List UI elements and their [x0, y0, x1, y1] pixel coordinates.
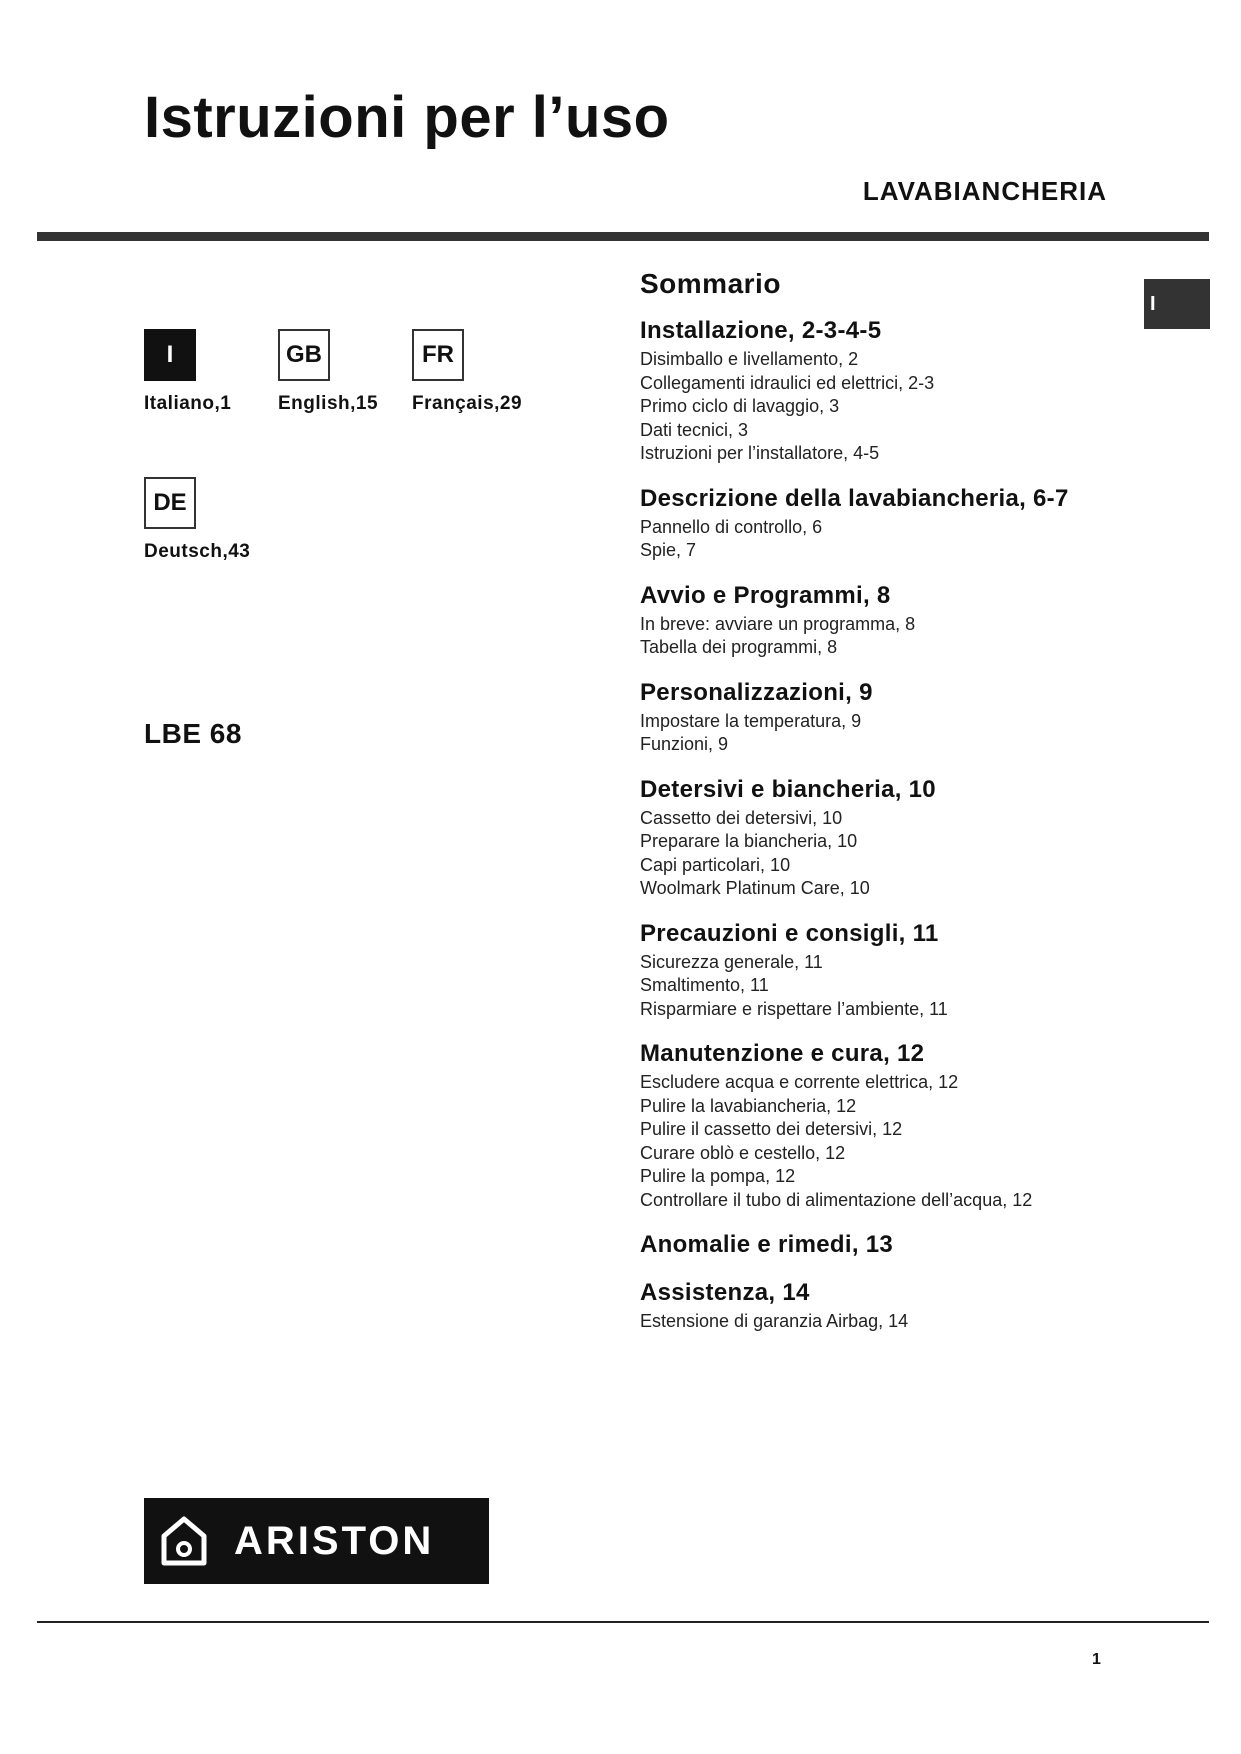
- toc-item[interactable]: Cassetto dei detersivi, 10: [640, 807, 843, 828]
- language-code-badge: FR: [412, 329, 464, 381]
- toc-item[interactable]: Capi particolari, 10: [640, 854, 791, 875]
- language-english[interactable]: [278, 329, 378, 415]
- bottom-divider: [37, 1621, 1209, 1623]
- toc-section-title[interactable]: Avvio e Programmi, 8: [640, 581, 891, 609]
- toc-item[interactable]: Smaltimento, 11: [640, 975, 769, 995]
- language-code-badge: GB: [278, 329, 330, 381]
- toc-item[interactable]: Istruzioni per l’installatore, 4-5: [640, 443, 880, 463]
- toc-section: [640, 316, 1200, 466]
- toc-section-title[interactable]: Descrizione della lavabiancheria, 6-7: [640, 484, 1069, 512]
- toc-section: [640, 1230, 1200, 1260]
- top-divider: [37, 232, 1209, 241]
- toc-section: [640, 919, 1200, 1022]
- model-number: LBE 68: [144, 718, 242, 749]
- toc-heading: Sommario: [640, 268, 781, 299]
- toc-section: [640, 484, 1200, 563]
- table-of-contents: [640, 268, 1200, 1352]
- toc-sections: [640, 316, 1200, 1334]
- toc-section-title[interactable]: Anomalie e rimedi, 13: [640, 1231, 894, 1258]
- language-italiano[interactable]: [144, 329, 231, 415]
- toc-section-title[interactable]: Assistenza, 14: [640, 1279, 810, 1306]
- language-label: Italiano,1: [144, 393, 232, 414]
- toc-item[interactable]: Pulire la lavabiancheria, 12: [640, 1095, 857, 1116]
- toc-item[interactable]: Pulire la pompa, 12: [640, 1166, 796, 1186]
- toc-item[interactable]: In breve: avviare un programma, 8: [640, 613, 916, 634]
- toc-item[interactable]: Collegamenti idraulici ed elettrici, 2-3: [640, 372, 935, 393]
- language-deutsch[interactable]: [144, 477, 250, 563]
- toc-item[interactable]: Spie, 7: [640, 540, 697, 560]
- toc-item[interactable]: Pannello di controllo, 6: [640, 516, 823, 537]
- toc-item[interactable]: Disimballo e livellamento, 2: [640, 349, 859, 369]
- toc-section-title[interactable]: Installazione, 2-3-4-5: [640, 317, 882, 344]
- toc-item[interactable]: Pulire il cassetto dei detersivi, 12: [640, 1119, 903, 1139]
- toc-section: [640, 581, 1200, 660]
- language-tab: I: [1144, 279, 1210, 329]
- toc-item[interactable]: Impostare la temperatura, 9: [640, 710, 862, 731]
- toc-item[interactable]: Sicurezza generale, 11: [640, 951, 823, 972]
- toc-section-title[interactable]: Manutenzione e cura, 12: [640, 1040, 925, 1067]
- toc-item[interactable]: Primo ciclo di lavaggio, 3: [640, 396, 840, 416]
- toc-item[interactable]: Dati tecnici, 3: [640, 419, 749, 440]
- toc-item[interactable]: Preparare la biancheria, 10: [640, 831, 858, 851]
- toc-item[interactable]: Woolmark Platinum Care, 10: [640, 878, 870, 898]
- toc-section-title[interactable]: Personalizzazioni, 9: [640, 678, 873, 706]
- toc-section-title[interactable]: Detersivi e biancheria, 10: [640, 775, 936, 803]
- toc-item[interactable]: Estensione di garanzia Airbag, 14: [640, 1311, 909, 1331]
- document-title: Istruzioni per l’uso: [144, 85, 670, 150]
- page-number: 1: [1092, 1651, 1101, 1668]
- language-label: English,15: [278, 393, 379, 414]
- toc-section: [640, 1278, 1200, 1334]
- toc-section: [640, 775, 1200, 901]
- logo-text: ARISTON: [234, 1518, 435, 1563]
- product-category: LAVABIANCHERIA: [862, 176, 1107, 206]
- toc-section: [640, 678, 1200, 757]
- language-francais[interactable]: [412, 329, 522, 415]
- house-icon: [154, 1498, 214, 1584]
- language-code-badge: DE: [144, 477, 196, 529]
- toc-item[interactable]: Controllare il tubo di alimentazione dell’acqua, 12: [640, 1189, 1033, 1210]
- language-label: Français,29: [412, 393, 523, 414]
- toc-item[interactable]: Funzioni, 9: [640, 734, 729, 754]
- toc-item[interactable]: Curare oblò e cestello, 12: [640, 1142, 846, 1163]
- toc-item[interactable]: Tabella dei programmi, 8: [640, 637, 838, 657]
- toc-item[interactable]: Risparmiare e rispettare l’ambiente, 11: [640, 998, 948, 1019]
- ariston-logo: [144, 1498, 489, 1584]
- toc-item[interactable]: Escludere acqua e corrente elettrica, 12: [640, 1072, 959, 1092]
- language-label: Deutsch,43: [144, 541, 251, 562]
- toc-section-title[interactable]: Precauzioni e consigli, 11: [640, 919, 939, 947]
- language-code-badge: I: [144, 329, 196, 381]
- toc-section: [640, 1039, 1200, 1212]
